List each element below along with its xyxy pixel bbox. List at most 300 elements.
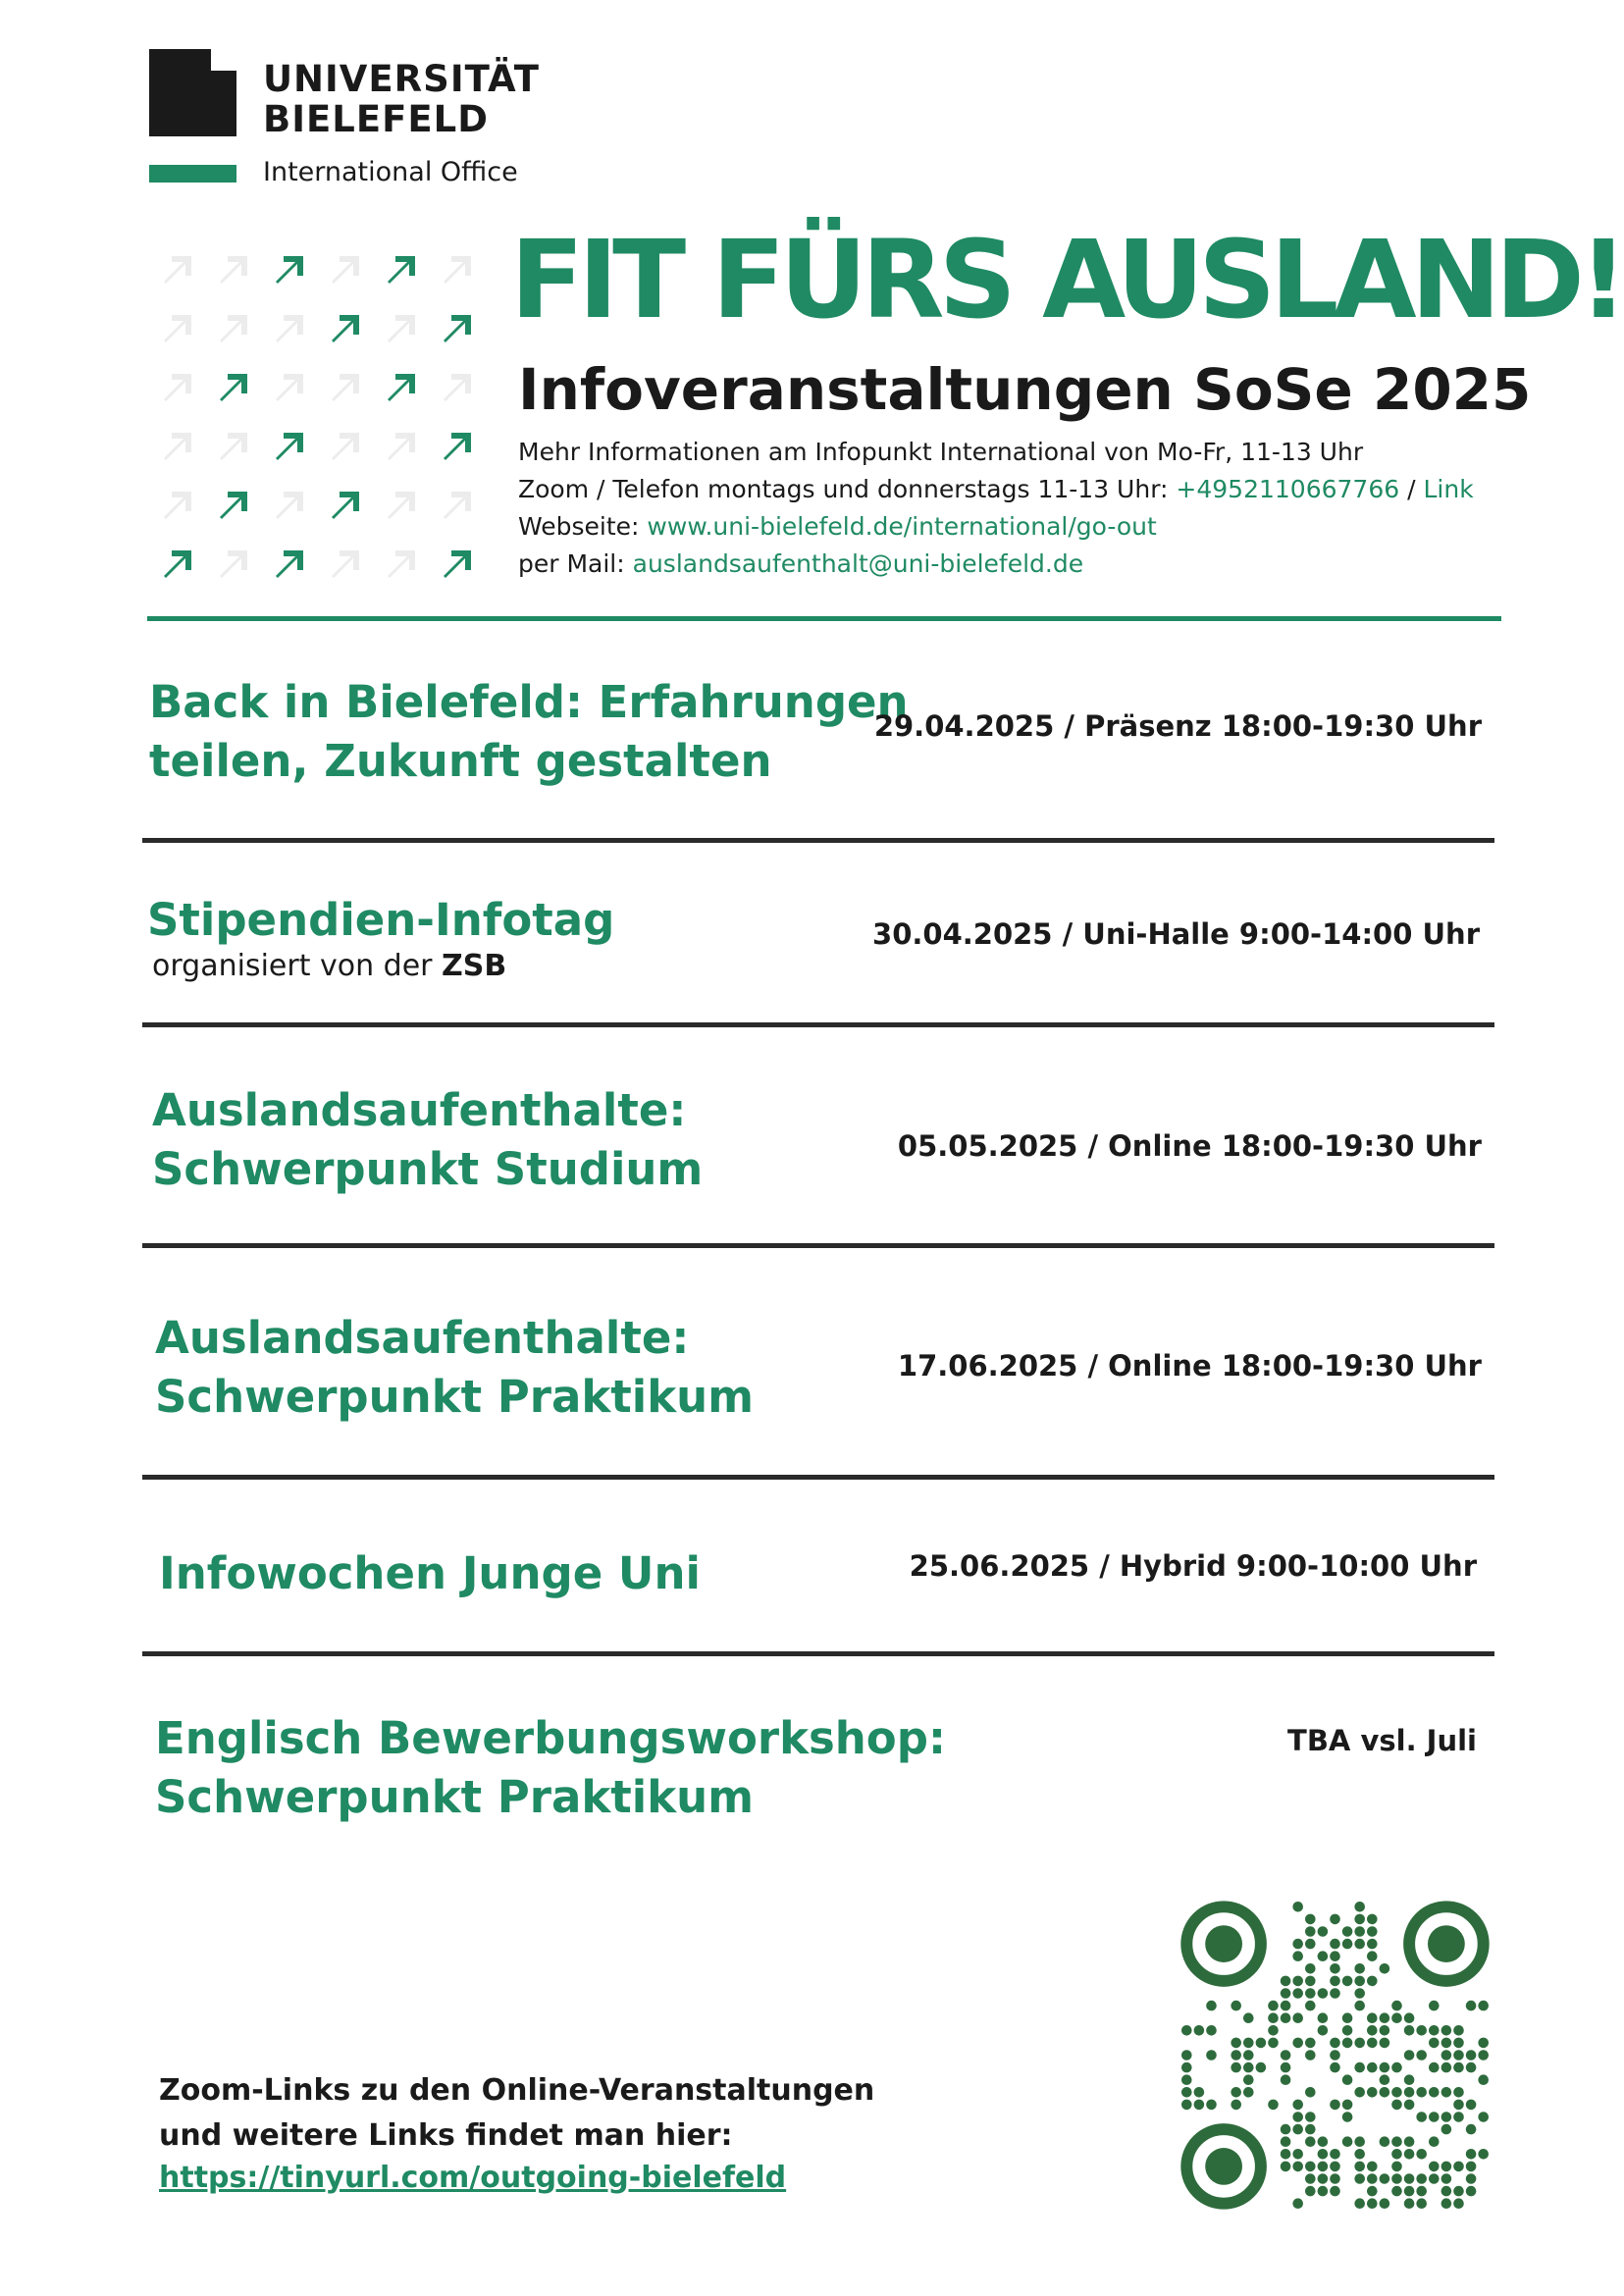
qr-module [1330, 2162, 1340, 2172]
event-date: 29.04.2025 / Präsenz 18:00-19:30 Uhr [873, 709, 1482, 743]
info-line-zoom [518, 471, 1474, 508]
qr-module [1281, 2162, 1291, 2172]
event-title-back-in-bielefeld [149, 673, 909, 791]
qr-module [1181, 2087, 1192, 2098]
qr-module [1441, 2062, 1452, 2073]
tinyurl-link[interactable]: https://tinyurl.com/outgoing-bielefeld [159, 2161, 787, 2195]
separator: / [1399, 475, 1424, 503]
zoom-link[interactable]: Link [1423, 475, 1474, 503]
event-date: 25.06.2025 / Hybrid 9:00-10:00 Uhr [909, 1549, 1477, 1583]
event-date: 05.05.2025 / Online 18:00-19:30 Uhr [897, 1129, 1482, 1163]
qr-module [1441, 2198, 1452, 2209]
qr-module [1404, 2186, 1415, 2197]
logo-notch [211, 49, 236, 71]
qr-module [1268, 2100, 1279, 2111]
logo-line2: BIELEFELD [263, 98, 489, 140]
qr-finder-center [1205, 2148, 1242, 2185]
qr-module [1194, 2087, 1205, 2098]
event-organizer [152, 949, 506, 984]
qr-module [1305, 1926, 1316, 1937]
arrow-up-right-icon [429, 535, 485, 594]
qr-module [1231, 2038, 1241, 2049]
arrow-up-right-icon [317, 299, 373, 358]
qr-module [1416, 2186, 1427, 2197]
arrow-up-right-icon [205, 535, 261, 594]
qr-module [1416, 2173, 1427, 2184]
info-line-mail [518, 546, 1474, 583]
qr-module [1231, 2100, 1241, 2111]
qr-module [1305, 2173, 1316, 2184]
qr-module [1354, 2162, 1365, 2172]
qr-module [1416, 2198, 1427, 2209]
qr-module [1354, 2062, 1365, 2073]
qr-module [1391, 2087, 1402, 2098]
qr-module [1281, 1976, 1291, 1987]
website-label: Webseite: [518, 512, 648, 541]
qr-module [1478, 2001, 1489, 2011]
qr-module [1354, 1939, 1365, 1950]
arrow-up-right-icon [373, 358, 429, 417]
qr-module [1404, 2173, 1415, 2184]
qr-module [1318, 2149, 1329, 2160]
qr-module [1416, 2025, 1427, 2036]
qr-module [1354, 1988, 1365, 1999]
qr-module [1206, 2025, 1217, 2036]
qr-module [1354, 2136, 1365, 2147]
event-title-line: Auslandsaufenthalte: [152, 1084, 687, 1136]
qr-module [1330, 2186, 1340, 2197]
qr-module [1243, 2050, 1254, 2061]
qr-module [1429, 2062, 1440, 2073]
qr-module [1256, 2062, 1267, 2073]
arrow-up-right-icon [205, 299, 261, 358]
qr-module [1441, 2025, 1452, 2036]
logo-line1: UNIVERSITÄT [263, 58, 540, 100]
qr-module [1441, 2162, 1452, 2172]
qr-module [1453, 2062, 1464, 2073]
qr-module [1429, 2038, 1440, 2049]
qr-module [1342, 2112, 1353, 2122]
arrow-up-right-icon [261, 240, 317, 299]
event-divider [142, 1651, 1494, 1656]
qr-module [1404, 2087, 1415, 2098]
qr-module [1292, 1902, 1303, 1912]
qr-module [1416, 2087, 1427, 2098]
qr-module [1281, 2136, 1291, 2147]
qr-module [1281, 1988, 1291, 1999]
arrow-up-right-icon [317, 240, 373, 299]
event-divider [142, 1475, 1494, 1480]
qr-module [1453, 2162, 1464, 2172]
qr-module [1429, 2087, 1440, 2098]
qr-module [1231, 2062, 1241, 2073]
qr-module [1380, 2074, 1390, 2085]
qr-module [1453, 2112, 1464, 2122]
qr-module [1391, 2136, 1402, 2147]
event-title-line: Schwerpunkt Praktikum [155, 1371, 755, 1423]
qr-module [1380, 2038, 1390, 2049]
qr-module [1453, 2100, 1464, 2111]
qr-module [1354, 2038, 1365, 2049]
qr-module [1380, 2012, 1390, 2023]
event-divider [142, 1243, 1494, 1248]
qr-module [1330, 2149, 1340, 2160]
qr-module [1404, 2136, 1415, 2147]
qr-module [1466, 2162, 1477, 2172]
arrow-up-right-icon [429, 240, 485, 299]
qr-module [1367, 1939, 1378, 1950]
qr-module [1305, 1976, 1316, 1987]
qr-module [1429, 2173, 1440, 2184]
event-date: 30.04.2025 / Uni-Halle 9:00-14:00 Uhr [872, 917, 1480, 951]
qr-module [1330, 2173, 1340, 2184]
website-link[interactable]: www.uni-bielefeld.de/international/go-out [647, 512, 1157, 541]
qr-module [1318, 2173, 1329, 2184]
qr-module [1367, 1914, 1378, 1925]
qr-module [1354, 1926, 1365, 1937]
qr-module [1416, 2149, 1427, 2160]
qr-module [1404, 2025, 1415, 2036]
qr-module [1318, 2162, 1329, 2172]
qr-module [1305, 2136, 1316, 2147]
qr-module [1292, 2100, 1303, 2111]
qr-module [1318, 2025, 1329, 2036]
footer-line: Zoom-Links zu den Online-Veranstaltungen [159, 2073, 875, 2108]
arrow-up-right-icon [205, 476, 261, 535]
qr-module [1441, 2087, 1452, 2098]
arrow-up-right-icon [205, 240, 261, 299]
qr-module [1292, 2124, 1303, 2135]
qr-module [1318, 2136, 1329, 2147]
qr-module [1281, 2001, 1291, 2011]
arrow-up-right-icon [261, 535, 317, 594]
qr-module [1268, 2038, 1279, 2049]
qr-module [1305, 2124, 1316, 2135]
logo-green-bar [149, 165, 236, 183]
event-divider [142, 1022, 1494, 1027]
arrow-up-right-icon [149, 417, 205, 476]
qr-module [1281, 2124, 1291, 2135]
qr-module [1380, 2025, 1390, 2036]
arrow-up-right-icon [429, 299, 485, 358]
qr-module [1243, 2087, 1254, 2098]
qr-module [1478, 2038, 1489, 2049]
arrow-up-right-icon [317, 476, 373, 535]
qr-module [1441, 2124, 1452, 2135]
qr-module [1292, 1951, 1303, 1961]
qr-module [1380, 2173, 1390, 2184]
qr-module [1466, 2186, 1477, 2197]
qr-module [1318, 1988, 1329, 1999]
event-title-line: Schwerpunkt Praktikum [155, 1771, 755, 1823]
qr-module [1342, 1976, 1353, 1987]
qr-module [1453, 2186, 1464, 2197]
event-date: TBA vsl. Juli [1287, 1724, 1477, 1757]
qr-module [1330, 2038, 1340, 2049]
qr-module [1404, 2074, 1415, 2085]
arrow-up-right-icon [317, 358, 373, 417]
qr-module [1441, 2112, 1452, 2122]
qr-module [1453, 2087, 1464, 2098]
qr-module [1292, 1988, 1303, 1999]
qr-module [1305, 2087, 1316, 2098]
qr-module [1330, 1976, 1340, 1987]
qr-module [1404, 2012, 1415, 2023]
arrow-up-right-icon [261, 476, 317, 535]
qr-module [1243, 2062, 1254, 2073]
event-title-stipendien: Stipendien-Infotag [147, 894, 615, 946]
qr-module [1354, 2198, 1365, 2209]
qr-module [1281, 2062, 1291, 2073]
qr-module [1429, 2162, 1440, 2172]
qr-module [1281, 2074, 1291, 2085]
qr-module [1292, 1939, 1303, 1950]
qr-module [1466, 2062, 1477, 2073]
qr-module [1429, 2136, 1440, 2147]
qr-module [1391, 2100, 1402, 2111]
arrow-up-right-icon [149, 358, 205, 417]
qr-module [1354, 2001, 1365, 2011]
qr-module [1367, 2162, 1378, 2172]
qr-module [1292, 2149, 1303, 2160]
qr-module [1367, 2038, 1378, 2049]
qr-module [1354, 1976, 1365, 1987]
qr-module [1367, 1951, 1378, 1961]
qr-module [1354, 1902, 1365, 1912]
qr-module [1453, 2050, 1464, 2061]
qr-module [1330, 2050, 1340, 2061]
qr-module [1380, 2087, 1390, 2098]
qr-module [1404, 2100, 1415, 2111]
header-divider [147, 616, 1501, 621]
arrow-up-right-icon [149, 240, 205, 299]
arrow-up-right-icon [373, 476, 429, 535]
qr-module [1342, 2100, 1353, 2111]
info-line-website [518, 508, 1474, 546]
qr-module [1318, 1951, 1329, 1961]
event-title-bewerbungsworkshop [155, 1709, 946, 1827]
qr-module [1367, 2173, 1378, 2184]
main-title: FIT FÜRS AUSLAND! [510, 217, 1623, 342]
qr-module [1354, 2149, 1365, 2160]
qr-module [1231, 2087, 1241, 2098]
qr-module [1416, 2050, 1427, 2061]
qr-module [1318, 2012, 1329, 2023]
qr-module [1243, 2074, 1254, 2085]
qr-module [1367, 2012, 1378, 2023]
qr-module [1330, 2062, 1340, 2073]
qr-module [1478, 2050, 1489, 2061]
qr-module [1292, 2012, 1303, 2023]
qr-module [1342, 2012, 1353, 2023]
qr-module [1305, 2050, 1316, 2061]
arrow-up-right-icon [149, 535, 205, 594]
arrow-pattern [149, 240, 483, 584]
qr-module [1330, 2100, 1340, 2111]
qr-module [1181, 2025, 1192, 2036]
qr-module [1243, 2012, 1254, 2023]
event-title-line: Auslandsaufenthalte: [155, 1312, 690, 1364]
organizer-label: organisiert von der [152, 949, 443, 983]
qr-module [1429, 2112, 1440, 2122]
qr-module [1181, 2050, 1192, 2061]
qr-module [1391, 2001, 1402, 2011]
event-title-line: Englisch Bewerbungsworkshop: [155, 1712, 946, 1764]
arrow-up-right-icon [261, 358, 317, 417]
qr-module [1342, 2074, 1353, 2085]
qr-module [1354, 2173, 1365, 2184]
arrow-up-right-icon [373, 535, 429, 594]
event-title-line: teilen, Zukunft gestalten [149, 735, 772, 787]
qr-module [1292, 2198, 1303, 2209]
qr-module [1367, 2186, 1378, 2197]
qr-module [1206, 2050, 1217, 2061]
qr-module [1466, 2124, 1477, 2135]
qr-module [1292, 2162, 1303, 2172]
qr-module [1181, 2062, 1192, 2073]
qr-module [1243, 2038, 1254, 2049]
qr-module [1330, 1988, 1340, 1999]
qr-finder-center [1205, 1925, 1242, 1962]
event-title-line: Schwerpunkt Studium [152, 1143, 704, 1195]
qr-module [1206, 2100, 1217, 2111]
qr-module [1380, 1963, 1390, 1974]
event-title-studium [152, 1081, 703, 1199]
qr-module [1466, 2149, 1477, 2160]
department-name: International Office [263, 157, 518, 187]
qr-module [1330, 1963, 1340, 1974]
qr-module [1305, 1939, 1316, 1950]
event-date: 17.06.2025 / Online 18:00-19:30 Uhr [897, 1349, 1482, 1383]
event-title-junge-uni: Infowochen Junge Uni [159, 1547, 701, 1599]
qr-module [1453, 2025, 1464, 2036]
event-divider [142, 838, 1494, 843]
qr-module [1478, 2112, 1489, 2122]
qr-module [1256, 2038, 1267, 2049]
qr-module [1342, 2025, 1353, 2036]
qr-module [1380, 2198, 1390, 2209]
arrow-up-right-icon [317, 417, 373, 476]
qr-code-icon[interactable] [1180, 1901, 1490, 2210]
qr-module [1478, 2149, 1489, 2160]
qr-module [1206, 2001, 1217, 2011]
qr-module [1281, 2050, 1291, 2061]
qr-module [1367, 2087, 1378, 2098]
qr-module [1181, 2074, 1192, 2085]
qr-module [1330, 1914, 1340, 1925]
qr-module [1404, 2149, 1415, 2160]
qr-module [1354, 1914, 1365, 1925]
qr-module [1416, 2112, 1427, 2122]
qr-module [1194, 2025, 1205, 2036]
qr-module [1281, 2149, 1291, 2160]
qr-module [1466, 2001, 1477, 2011]
qr-module [1404, 2198, 1415, 2209]
qr-module [1367, 2062, 1378, 2073]
qr-module [1268, 2025, 1279, 2036]
qr-module [1292, 2038, 1303, 2049]
arrow-up-right-icon [429, 476, 485, 535]
qr-module [1305, 2038, 1316, 2049]
mail-label: per Mail: [518, 549, 633, 578]
qr-module [1281, 2012, 1291, 2023]
qr-module [1391, 2149, 1402, 2160]
qr-module [1391, 2012, 1402, 2023]
qr-module [1466, 2173, 1477, 2184]
qr-module [1429, 2025, 1440, 2036]
qr-module [1380, 2062, 1390, 2073]
qr-module [1305, 1914, 1316, 1925]
qr-module [1367, 2025, 1378, 2036]
university-logo-text [263, 59, 540, 139]
qr-module [1354, 1963, 1365, 1974]
contact-info [518, 434, 1474, 583]
mail-link[interactable]: auslandsaufenthalt@uni-bielefeld.de [632, 549, 1084, 578]
qr-finder-center [1428, 1925, 1465, 1962]
qr-module [1354, 2087, 1365, 2098]
qr-module [1380, 2136, 1390, 2147]
qr-module [1391, 2186, 1402, 2197]
qr-module [1429, 2001, 1440, 2011]
qr-module [1292, 2112, 1303, 2122]
arrow-up-right-icon [205, 417, 261, 476]
qr-module [1342, 1939, 1353, 1950]
qr-module [1268, 2012, 1279, 2023]
qr-module [1342, 2136, 1353, 2147]
qr-module [1367, 2198, 1378, 2209]
qr-module [1441, 2050, 1452, 2061]
qr-module [1305, 2001, 1316, 2011]
info-line-infopunkt: Mehr Informationen am Infopunkt International von Mo-Fr, 11-13 Uhr [518, 438, 1364, 466]
qr-module [1318, 2186, 1329, 2197]
qr-module [1305, 2112, 1316, 2122]
event-title-praktikum [155, 1309, 754, 1427]
qr-module [1453, 2038, 1464, 2049]
organizer-name: ZSB [442, 949, 507, 983]
event-title-line: Back in Bielefeld: Erfahrungen [149, 676, 909, 728]
arrow-up-right-icon [149, 299, 205, 358]
qr-module [1391, 2162, 1402, 2172]
qr-module [1441, 2186, 1452, 2197]
qr-module [1305, 2186, 1316, 2197]
arrow-up-right-icon [149, 476, 205, 535]
qr-module [1305, 2162, 1316, 2172]
qr-module [1367, 1926, 1378, 1937]
arrow-up-right-icon [373, 240, 429, 299]
qr-module [1478, 2074, 1489, 2085]
qr-module [1367, 1976, 1378, 1987]
arrow-up-right-icon [373, 417, 429, 476]
footer-line: und weitere Links findet man hier: [159, 2118, 733, 2153]
qr-module [1453, 2198, 1464, 2209]
qr-module [1404, 2050, 1415, 2061]
qr-module [1342, 1926, 1353, 1937]
qr-module [1231, 2050, 1241, 2061]
arrow-up-right-icon [429, 358, 485, 417]
qr-module [1330, 1939, 1340, 1950]
qr-module [1441, 2038, 1452, 2049]
phone-link[interactable]: +4952110667766 [1176, 475, 1400, 503]
qr-module [1305, 1963, 1316, 1974]
qr-module [1181, 2100, 1192, 2111]
footer-text [159, 2068, 874, 2159]
qr-module [1391, 2173, 1402, 2184]
qr-module [1466, 2100, 1477, 2111]
qr-module [1466, 2050, 1477, 2061]
arrow-up-right-icon [317, 535, 373, 594]
qr-module [1231, 2001, 1241, 2011]
qr-module [1305, 1988, 1316, 1999]
